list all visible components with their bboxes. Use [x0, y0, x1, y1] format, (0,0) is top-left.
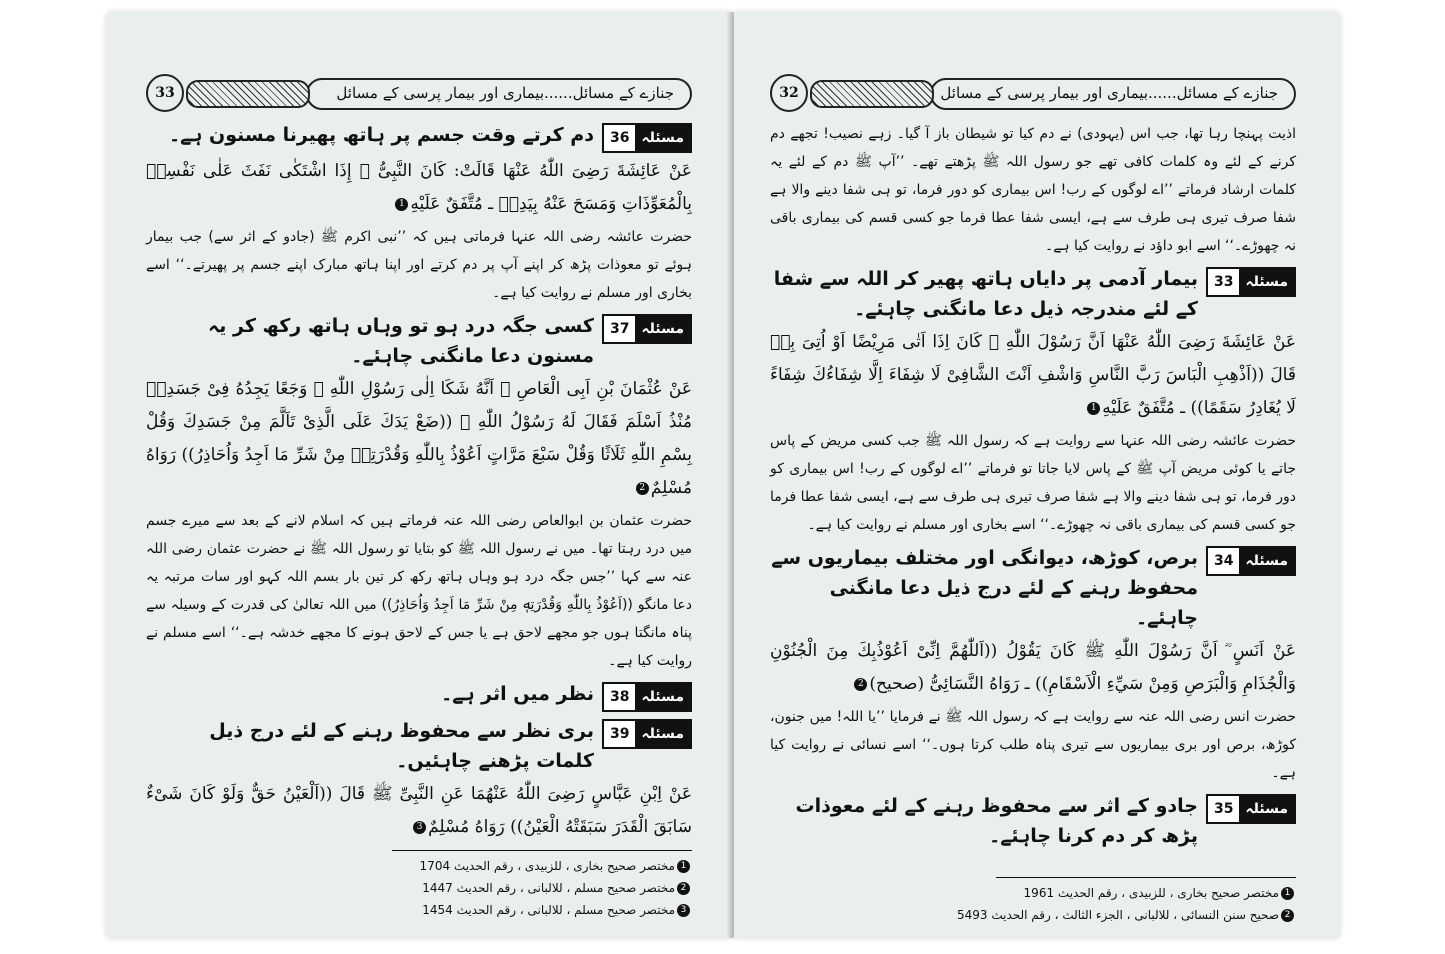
masala-title: برص، کوڑھ، دیوانگی اور مختلف بیماریوں سے محفوظ رہنے کے لئے درج ذیل دعا مانگنی چاہئے۔: [771, 547, 1198, 629]
masala-label: مسئلہ: [1239, 269, 1294, 295]
arabic-text: عَنْ اِبْنِ عَبَّاسٍ رَضِیَ اللّٰهُ عَنْهُمَا عَنِ النَّبِیِّ ﷺ قَالَ ((اَلْعَيْنُ حَقٌّ وَلَوْ كَانَ شَیْءٌ سَابَقَ الْقَدَرَ سَبَقَتْهُ الْعَيْنُ)) رَوَاهُ مُسْلِمٌ: [146, 784, 692, 837]
urdu-translation: حضرت انس رضی اللہ عنہ سے روایت ہے کہ رسول اللہ ﷺ نے فرمایا ’’یا اللہ! میں جنون، کوڑھ، برص اور بری بیماریوں سے تیری پناہ طلب کرتا ہوں۔‘‘ اسے نسائی نے روایت کیا ہے۔: [770, 709, 1296, 781]
footnote-marker: 2: [854, 678, 867, 691]
ornament-icon: [810, 80, 934, 108]
arabic-hadith: [146, 373, 692, 505]
footnote-number: 2: [1281, 909, 1294, 922]
masala-heading: [770, 264, 1296, 324]
footnote-text: مختصر صحیح بخاری ، للزبیدی ، رقم الحدیث 1704: [419, 859, 675, 873]
masala-label: مسئلہ: [635, 316, 690, 342]
masala-heading: [146, 716, 692, 776]
arabic-hadith: [146, 155, 692, 221]
arabic-hadith: [770, 635, 1296, 701]
arabic-text: عَنْ عَائِشَةَ رَضِیَ اللّٰهُ عَنْهَا قَالَتْ: كَانَ النَّبِیُّ ﷺ إِذَا اشْتَكٰی نَفَثَ عَلٰی نَفْسِهٖ بِالْمُعَوِّذَاتِ وَمَسَحَ عَنْهُ بِيَدِهٖ ـ مُتَّفَقٌ عَلَيْهِ: [146, 161, 692, 214]
arabic-text: عَنْ عُثْمَانَ بْنِ اَبِی الْعَاصِ ؓ اَنَّهُ شَكَا اِلٰی رَسُوْلِ اللّٰهِ ﷺ وَجَعًا يَجِدُهُ فِیْ جَسَدِهٖ مُنْذُ اَسْلَمَ فَقَالَ لَهُ رَسُوْلُ اللّٰهِ ﷺ ((ضَعْ يَدَكَ عَلَی الَّذِیْ تَاَلَّمَ مِنْ جَسَدِكَ وَقُلْ بِسْمِ اللّٰهِ ثَلَاثًا وَقُلْ سَبْعَ مَرَّاتٍ اَعُوْذُ بِاللّٰهِ وَقُدْرَتِهٖ مِنْ شَرِّ مَا اَجِدُ وَاُحَاذِرُ)) رَوَاهُ مُسْلِمٌ: [146, 379, 692, 498]
footnotes: [956, 877, 1296, 926]
masala-badge: [1206, 267, 1296, 297]
urdu-translation: حضرت عائشہ رضی اللہ عنہا فرماتی ہیں کہ ’’نبی اکرم ﷺ (جادو کے اثر سے) جب بیمار ہوئے تو معوذات پڑھ کر اپنے آپ پر دم کرتے اور اپنا ہاتھ مبارک اپنے جسم پر پھیرتے۔‘‘ اسے بخاری اور مسلم نے روایت کیا ہے۔: [146, 229, 692, 301]
footnote: [956, 904, 1296, 926]
page-number: 33: [146, 74, 184, 112]
masala-badge: [602, 682, 692, 712]
masala-title: کسی جگہ درد ہو تو وہاں ہاتھ رکھ کر یہ مسنون دعا مانگنی چاہئے۔: [208, 315, 594, 367]
masala-title: نظر میں اثر ہے۔: [441, 683, 594, 705]
footnote-number: 3: [677, 904, 690, 917]
header-title: جنازے کے مسائل......بیماری اور بیمار پرسی کے مسائل: [306, 78, 692, 110]
masala-title: بیمار آدمی پر دایاں ہاتھ پھیر کر اللہ سے شفا کے لئے مندرجہ ذیل دعا مانگنی چاہئے۔: [773, 268, 1198, 320]
masala-number: 33: [1208, 269, 1239, 295]
masala-label: مسئلہ: [1239, 548, 1294, 574]
right-page-content: [770, 72, 1296, 926]
footnote-text: مختصر صحیح مسلم ، للالبانی ، رقم الحدیث 1454: [422, 903, 675, 917]
header-title: جنازے کے مسائل......بیماری اور بیمار پرسی کے مسائل: [930, 78, 1296, 110]
masala-number: 38: [604, 684, 635, 710]
masala-number: 39: [604, 721, 635, 747]
body-text: [770, 120, 1296, 851]
footnote-number: 2: [677, 882, 690, 895]
masala-heading: [770, 791, 1296, 851]
body-text: [146, 120, 692, 844]
footnote-number: 1: [1281, 887, 1294, 900]
arabic-text: عَنْ اَنَسٍ ؓ اَنَّ رَسُوْلَ اللّٰهِ ﷺ كَانَ يَقُوْلُ ((اَللّٰهُمَّ اِنِّیْ اَعُوْذُبِكَ مِنَ الْجُنُوْنِ وَالْجُذَامِ وَالْبَرَصِ وَمِنْ سَيِّءِ الْاَسْقَامِ)) ـ رَوَاهُ النَّسَائِیُّ (صحیح): [770, 641, 1296, 694]
ornament-icon: [186, 80, 310, 108]
masala-label: مسئلہ: [1239, 796, 1294, 822]
footnote: [996, 882, 1296, 904]
right-page: [734, 12, 1340, 938]
masala-label: مسئلہ: [635, 684, 690, 710]
masala-label: مسئلہ: [635, 721, 690, 747]
masala-badge: [1206, 546, 1296, 576]
urdu-translation: حضرت عثمان بن ابوالعاص رضی اللہ عنہ فرماتے ہیں کہ اسلام لانے کے بعد سے میرے جسم میں درد رہتا تھا۔ میں نے رسول اللہ ﷺ کو بتایا تو رسول اللہ ﷺ نے حضرت عثمان رضی اللہ عنہ سے کہا ’’جس جگہ درد ہو وہاں ہاتھ رکھ کر تین بار بسم اللہ کہو اور سات مرتبہ یہ دعا مانگو ((اَعُوْذُ بِاللّٰهِ وَقُدْرَتِهٖ مِنْ شَرِّ مَا اَجِدُ وَاُحَاذِرُ)) میں اللہ تعالیٰ کی قدرت کے وسیلہ سے پناہ مانگتا ہوں جو مجھے لاحق ہے یا جس کے لاحق ہونے کا مجھے خدشہ ہے۔‘‘ اسے مسلم نے روایت کیا ہے۔: [146, 513, 692, 669]
footnote-text: مختصر صحیح مسلم ، للالبانی ، رقم الحدیث 1447: [422, 881, 675, 895]
running-header: [770, 72, 1296, 112]
masala-number: 36: [604, 125, 635, 151]
masala-number: 37: [604, 316, 635, 342]
masala-title: بری نظر سے محفوظ رہنے کے لئے درج ذیل کلمات پڑھنے چاہئیں۔: [209, 720, 594, 772]
masala-heading: [146, 679, 692, 712]
masala-title: جادو کے اثر سے محفوظ رہنے کے لئے معوذات پڑھ کر دم کرنا چاہئے۔: [795, 795, 1198, 847]
masala-number: 35: [1208, 796, 1239, 822]
urdu-translation: اذیت پہنچا رہا تھا، جب اس (یہودی) نے دم کیا تو شیطان باز آ گیا۔ زہے نصیب! تجھے دم کرنے کے لئے وہ کلمات کافی تھے جو رسول اللہ ﷺ پڑھتے تھے۔ ’’آپ ﷺ دم کے لئے یہ کلمات ارشاد فرماتے ’’اے لوگوں کے رب! اس بیماری کو دور فرما، تو ہی شفا دینے والا ہے شفا صرف تیری ہی طرف سے ہے، ایسی شفا عطا فرما جو کسی قسم کی بیماری باقی نہ چھوڑے۔‘‘ اسے ابو داؤد نے روایت کیا ہے۔: [770, 126, 1296, 254]
masala-heading: [146, 311, 692, 371]
footnote-marker: 1: [395, 198, 408, 211]
footnote-text: مختصر صحیح بخاری ، للزبیدی ، رقم الحدیث 1961: [1023, 886, 1279, 900]
page-number: 32: [770, 74, 808, 112]
footnotes: [392, 850, 692, 921]
footnote-text: صحیح سنن النسائی ، للالبانی ، الجزء الثالث ، رقم الحدیث 5493: [956, 908, 1279, 922]
footnote: [392, 899, 692, 921]
masala-title: دم کرتے وقت جسم پر ہاتھ پھیرنا مسنون ہے۔: [168, 124, 594, 146]
masala-badge: [602, 719, 692, 749]
masala-heading: [770, 543, 1296, 633]
left-page: [106, 12, 732, 938]
masala-badge: [602, 123, 692, 153]
running-header: [146, 72, 692, 112]
masala-badge: [1206, 794, 1296, 824]
footnote-marker: 3: [413, 821, 426, 834]
masala-number: 34: [1208, 548, 1239, 574]
masala-heading: [146, 120, 692, 153]
arabic-hadith: [770, 326, 1296, 425]
arabic-hadith: [146, 778, 692, 844]
arabic-text: عَنْ عَائِشَةَ رَضِیَ اللّٰهُ عَنْهَا اَنَّ رَسُوْلَ اللّٰهِ ﷺ كَانَ اِذَا اَتٰی مَرِيْضًا اَوْ اُتِیَ بِهٖ قَالَ ((اَذْهِبِ الْبَاسَ رَبَّ النَّاسِ وَاشْفِ اَنْتَ الشَّافِیْ لَا شِفَاءَ اِلَّا شِفَاءُكَ شِفَاءً لَا يُغَادِرُ سَقَمًا)) ـ مُتَّفَقٌ عَلَيْهِ: [770, 332, 1296, 418]
urdu-translation: حضرت عائشہ رضی اللہ عنہا سے روایت ہے کہ رسول اللہ ﷺ جب کسی مریض کے پاس جاتے یا کوئی مریض آپ ﷺ کے پاس لایا جاتا تو فرماتے ’’اے لوگوں کے رب! اس بیماری کو دور فرما، تو ہی شفا دینے والا ہے شفا صرف تیری ہی طرف سے ہے، ایسی شفا عطا فرما جو کسی قسم کی بیماری باقی نہ چھوڑے۔‘‘ اسے بخاری اور مسلم نے روایت کیا ہے۔: [770, 433, 1296, 533]
footnote-marker: 2: [636, 482, 649, 495]
footnote-marker: 1: [1087, 402, 1100, 415]
footnote: [392, 855, 692, 877]
masala-badge: [602, 314, 692, 344]
footnote-number: 1: [677, 860, 690, 873]
footnote: [392, 877, 692, 899]
left-page-content: [146, 72, 692, 921]
masala-label: مسئلہ: [635, 125, 690, 151]
